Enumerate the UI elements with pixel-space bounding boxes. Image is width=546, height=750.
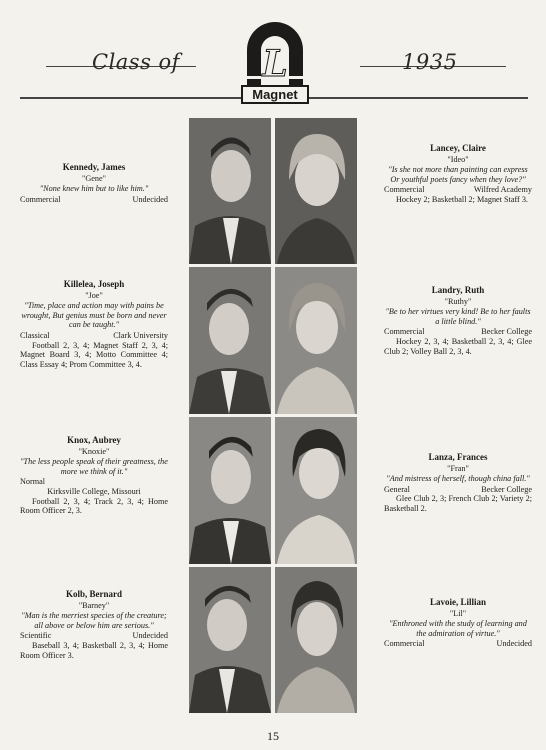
student-quote: "Enthroned with the study of learning and the admiration of virtue." — [389, 619, 527, 638]
student-nickname: "Ruthy" — [444, 296, 472, 306]
student-plan: Kirksville College, Missouri — [47, 486, 141, 496]
student-quote: "The less people speak of their greatness, the more we think of it." — [20, 457, 168, 476]
student-name: Lancey, Claire — [430, 143, 486, 153]
magnet-horseshoe-icon — [241, 18, 309, 88]
student-course: General — [384, 484, 410, 494]
student-quote: "Time, place and action may with pains be wrought, But genius must be born and never can be taught." — [21, 301, 167, 330]
student-name: Landry, Ruth — [431, 285, 485, 295]
student-course: Scientific — [20, 631, 52, 641]
senior-entry-knox — [20, 436, 168, 516]
student-quote: "And mistress of herself, though china fall." — [386, 474, 530, 484]
student-nickname: "Fran" — [447, 463, 469, 473]
senior-entry-lancey — [384, 144, 532, 205]
senior-entry-killelea — [20, 280, 168, 369]
student-plan: Undecided — [132, 194, 168, 204]
senior-entry-lavoie — [384, 598, 532, 649]
student-course: Normal — [20, 477, 46, 487]
class-of-heading: Class of — [92, 50, 180, 74]
student-name: Knox, Aubrey — [67, 435, 121, 445]
student-quote: "Be to her virtues very kind! Be to her faults a little blind." — [385, 307, 531, 326]
student-name: Kennedy, James — [62, 162, 126, 172]
student-activities: Football 2, 3, 4; Magnet Staff 2, 3, 4; Magnet Board 3, 4; Motto Committee 4; Class Essay 4; Prom Committee 3, 4. — [20, 340, 168, 369]
page-number: 15 — [267, 729, 279, 743]
portrait-photo-kolb — [189, 567, 271, 713]
student-plan: Becker College — [481, 327, 532, 337]
student-activities: Baseball 3, 4; Basketball 2, 3, 4; Home Room Officer 3. — [20, 640, 168, 660]
student-course: Commercial — [20, 194, 61, 204]
student-activities: Football 2, 3, 4; Track 2, 3, 4; Home Room Officer 2, 3. — [20, 496, 168, 516]
senior-entry-lanza — [384, 453, 532, 514]
student-course: Classical — [20, 330, 50, 340]
student-activities: Hockey 2; Basketball 2; Magnet Staff 3. — [396, 194, 528, 204]
student-name: Killelea, Joseph — [63, 279, 125, 289]
portrait-photo-killelea — [189, 267, 271, 414]
student-name: Lavoie, Lillian — [429, 597, 486, 607]
student-nickname: "Ideo" — [447, 154, 469, 164]
student-quote: "Man is the merriest species of the creature; all above or below him are serious." — [21, 611, 167, 630]
portrait-photo-lavoie — [275, 567, 357, 713]
student-quote: "Is she not more than painting can express Or youthful poets fancy when they love?" — [388, 165, 528, 184]
student-nickname: "Lil" — [449, 608, 467, 618]
student-plan: Clark University — [113, 330, 168, 340]
student-plan: Becker College — [481, 484, 532, 494]
senior-entry-landry — [384, 286, 532, 356]
student-activities: Hockey 2, 3, 4; Basketball 2, 3, 4; Glee Club 2; Volley Ball 2, 3, 4. — [384, 336, 532, 356]
senior-entry-kennedy — [20, 163, 168, 204]
student-plan: Undecided — [132, 631, 168, 641]
student-course: Commercial — [384, 185, 425, 195]
student-plan: Wilfred Academy — [473, 185, 532, 195]
student-nickname: "Knoxie" — [78, 446, 110, 456]
portrait-photo-lancey — [275, 118, 357, 264]
student-course: Commercial — [384, 327, 425, 337]
logo-word: Magnet — [241, 85, 309, 104]
student-nickname: "Gene" — [82, 173, 106, 183]
year-heading: 1935 — [402, 50, 458, 74]
portrait-photo-lanza — [275, 417, 357, 564]
senior-entry-kolb — [20, 590, 168, 660]
student-plan: Undecided — [496, 639, 532, 649]
student-nickname: "Barney" — [78, 600, 110, 610]
student-name: Kolb, Bernard — [65, 589, 122, 599]
magnet-logo — [241, 18, 309, 104]
svg-text:L: L — [262, 43, 288, 85]
student-name: Lanza, Frances — [428, 452, 488, 462]
student-nickname: "Joe" — [85, 290, 103, 300]
student-activities: Glee Club 2, 3; French Club 2; Variety 2; Basketball 2. — [384, 494, 532, 513]
portrait-photo-kennedy — [189, 118, 271, 264]
portrait-photo-landry — [275, 267, 357, 414]
student-course: Commercial — [384, 639, 425, 649]
portrait-photo-knox — [189, 417, 271, 564]
student-quote: "None knew him but to like him." — [39, 184, 149, 194]
